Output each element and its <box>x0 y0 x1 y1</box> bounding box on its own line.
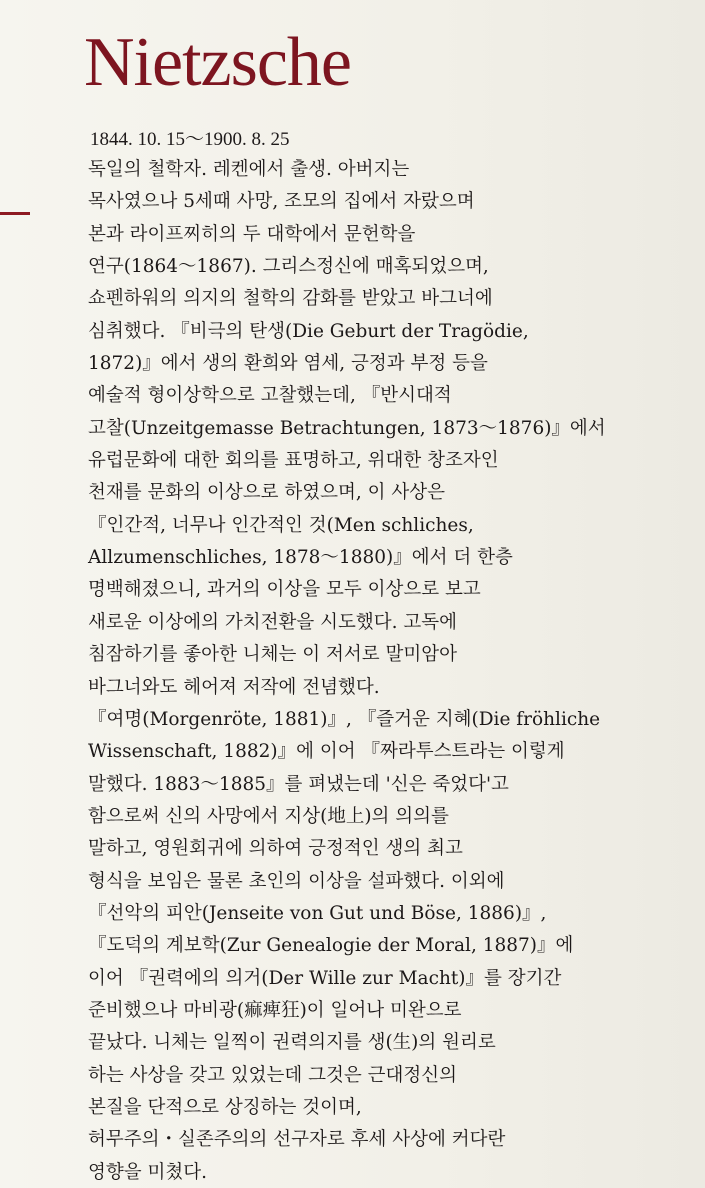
body-line: 『인간적, 너무나 인간적인 것(Men schliches, <box>88 514 474 536</box>
body-line: Wissenschaft, 1882)』에 이어 『짜라투스트라는 이렇게 <box>88 741 565 763</box>
body-line: 유럽문화에 대한 회의를 표명하고, 위대한 창조자인 <box>88 450 499 472</box>
body-line: 예술적 형이상학으로 고찰했는데, 『반시대적 <box>88 385 452 407</box>
body-line: 『선악의 피안(Jenseite von Gut und Böse, 1886)』, <box>88 902 547 924</box>
body-line: 1872)』에서 생의 환희와 염세, 긍정과 부정 등을 <box>88 353 488 375</box>
body-line: 바그너와도 헤어져 저작에 전념했다. <box>88 676 380 698</box>
edge-marker <box>0 212 30 215</box>
body-line: 본질을 단적으로 상징하는 것이며, <box>88 1096 362 1118</box>
body-line: 고찰(Unzeitgemasse Betrachtungen, 1873～1876)』에서 <box>88 417 606 439</box>
body-line: 심취했다. 『비극의 탄생(Die Geburt der Tragödie, <box>88 320 529 342</box>
body-line: 허무주의・실존주의의 선구자로 후세 사상에 커다란 <box>88 1129 506 1151</box>
body-line: 말하고, 영원회귀에 의하여 긍정적인 생의 최고 <box>88 838 463 860</box>
body-line: 이어 『권력에의 의거(Der Wille zur Macht)』를 장기간 <box>88 967 562 989</box>
body-line: 연구(1864～1867). 그리스정신에 매혹되었으며, <box>88 256 489 278</box>
life-dates: 1844. 10. 15～1900. 8. 25 <box>90 129 290 150</box>
body-line: 명백해졌으니, 과거의 이상을 모두 이상으로 보고 <box>88 579 481 601</box>
body-line: 『여명(Morgenröte, 1881)』, 『즐거운 지혜(Die fröhliche <box>88 708 601 730</box>
body-line: 형식을 보임은 물론 초인의 이상을 설파했다. 이외에 <box>88 870 505 892</box>
body-line: 새로운 이상에의 가치전환을 시도했다. 고독에 <box>88 611 457 633</box>
body-line: 『도덕의 계보학(Zur Genealogie der Moral, 1887)』에 <box>88 935 574 957</box>
body-line: 쇼펜하워의 의지의 철학의 감화를 받았고 바그너에 <box>88 288 493 310</box>
body-line: 말했다. 1883～1885』를 펴냈는데 '신은 죽었다'고 <box>88 773 509 795</box>
body-line: Allzumenschliches, 1878～1880)』에서 더 한층 <box>88 547 513 569</box>
body-line: 영향을 미쳤다. <box>88 1161 207 1183</box>
body-line: 목사였으나 5세때 사망, 조모의 집에서 자랐으며 <box>88 191 475 213</box>
body-text <box>88 154 688 1188</box>
body-line: 독일의 철학자. 레켄에서 출생. 아버지는 <box>88 159 410 180</box>
body-line: 천재를 문화의 이상으로 하였으며, 이 사상은 <box>88 482 445 504</box>
body-line: 하는 사상을 갖고 있었는데 그것은 근대정신의 <box>88 1064 457 1086</box>
body-line: 침잠하기를 좋아한 니체는 이 저서로 말미암아 <box>88 644 457 666</box>
body-line: 준비했으나 마비광(痲痺狂)이 일어나 미완으로 <box>88 999 462 1021</box>
body-line: 함으로써 신의 사망에서 지상(地上)의 의의를 <box>88 805 449 827</box>
body-line: 끝났다. 니체는 일찍이 권력의지를 생(生)의 원리로 <box>88 1032 496 1054</box>
page-title: Nietzsche <box>84 24 351 101</box>
body-line: 본과 라이프찌히의 두 대학에서 문헌학을 <box>88 223 416 245</box>
